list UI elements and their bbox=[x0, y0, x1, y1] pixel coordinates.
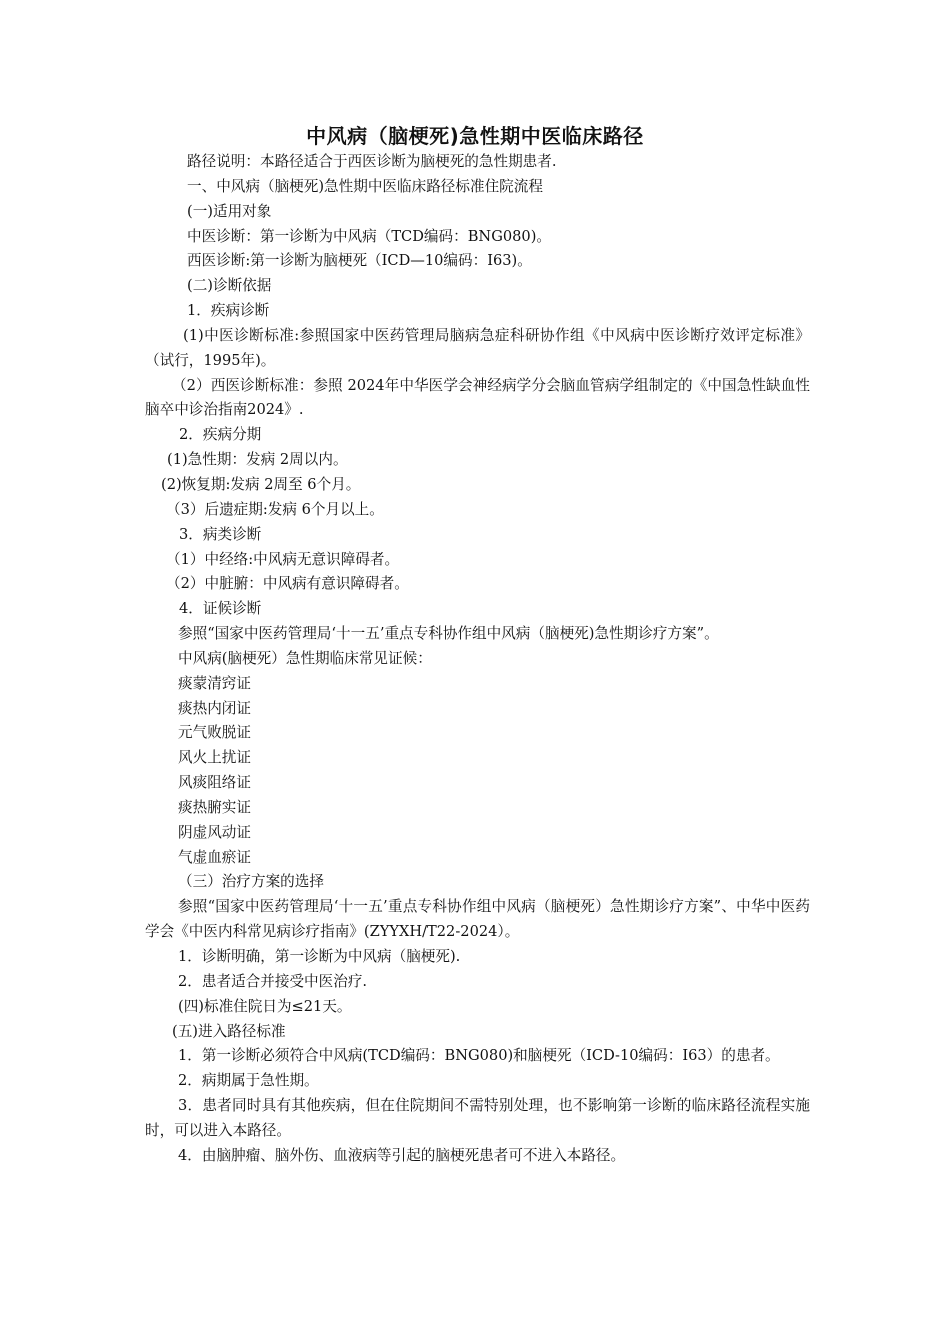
path-description: 路径说明：本路径适合于西医诊断为脑梗死的急性期患者. bbox=[187, 153, 557, 170]
paragraph: (1)中医诊断标准:参照国家中医药管理局脑病急症科研协作组《中风病中医诊断疗效评定标准》（试行，1995年)。 bbox=[145, 326, 810, 369]
list-item: 3．患者同时具有其他疾病，但在住院期间不需特别处理，也不影响第一诊断的临床路径流程实施时，可以进入本路径。 bbox=[145, 1097, 810, 1139]
subsection-heading: （三）治疗方案的选择 bbox=[178, 873, 324, 891]
paragraph: 参照“国家中医药管理局‘十一五’重点专科协作组中风病（脑梗死)急性期诊疗方案”。 bbox=[178, 625, 719, 643]
list-item: 2．病期属于急性期。 bbox=[178, 1072, 319, 1090]
syndrome-item: 风火上扰证 bbox=[178, 749, 251, 767]
syndrome-item: 痰热内闭证 bbox=[178, 699, 251, 717]
syndrome-item: 痰蒙清窍证 bbox=[178, 674, 251, 692]
syndrome-item: 阴虚风动证 bbox=[178, 823, 251, 841]
list-item: 1．第一诊断必须符合中风病(TCD编码：BNG080)和脑梗死（ICD-10编码：I63）的患者。 bbox=[178, 1047, 780, 1065]
paragraph: 中风病(脑梗死）急性期临床常见证候： bbox=[178, 649, 432, 667]
list-heading: 1．疾病诊断 bbox=[187, 302, 270, 320]
list-item: 1．诊断明确，第一诊断为中风病（脑梗死). bbox=[178, 948, 461, 965]
list-item: （2）中脏腑：中风病有意识障碍者。 bbox=[166, 575, 409, 593]
tcm-diagnosis: 中医诊断：第一诊断为中风病（TCD编码：BNG080)。 bbox=[187, 227, 551, 245]
list-item: (1)急性期：发病 2周以内。 bbox=[167, 451, 348, 469]
paragraph: 参照“国家中医药管理局‘十一五’重点专科协作组中风病（脑梗死）急性期诊疗方案”、中华中医药学会《中医内科常见病诊疗指南》(ZYYXH/T22-2024）。 bbox=[145, 898, 810, 941]
syndrome-item: 风痰阻络证 bbox=[178, 774, 251, 792]
syndrome-item: 气虚血瘀证 bbox=[178, 848, 251, 866]
list-heading: 4．证候诊断 bbox=[179, 600, 262, 618]
list-heading: 2．疾病分期 bbox=[179, 426, 262, 444]
list-item: （1）中经络:中风病无意识障碍者。 bbox=[166, 550, 400, 568]
list-item: (2)恢复期:发病 2周至 6个月。 bbox=[161, 475, 361, 493]
syndrome-item: 痰热腑实证 bbox=[178, 798, 251, 816]
list-item: 2．患者适合并接受中医治疗. bbox=[178, 972, 368, 990]
document-title: 中风病（脑梗死)急性期中医临床路径 bbox=[306, 124, 644, 148]
subsection-heading: (一)适用对象 bbox=[187, 202, 272, 220]
subsection-heading: (二)诊断依据 bbox=[187, 277, 272, 295]
list-heading: 3．病类诊断 bbox=[179, 525, 262, 543]
subsection-heading: (四)标准住院日为≤21天。 bbox=[178, 997, 352, 1015]
document-body bbox=[145, 150, 810, 1169]
subsection-heading: (五)进入路径标准 bbox=[172, 1022, 286, 1040]
list-item: 4．由脑肿瘤、脑外伤、血液病等引起的脑梗死患者可不进入本路径。 bbox=[178, 1146, 626, 1164]
paragraph: （2）西医诊断标准：参照 2024年中华医学会神经病学分会脑血管病学组制定的《中国急性缺血性脑卒中诊治指南2024》. bbox=[145, 376, 810, 419]
western-diagnosis: 西医诊断:第一诊断为脑梗死（ICD—10编码：I63)。 bbox=[187, 252, 532, 270]
syndrome-item: 元气败脱证 bbox=[178, 724, 251, 742]
section-heading-1: 一、中风病（脑梗死)急性期中医临床路径标准住院流程 bbox=[187, 177, 543, 195]
list-item: （3）后遗症期:发病 6个月以上。 bbox=[166, 500, 384, 518]
